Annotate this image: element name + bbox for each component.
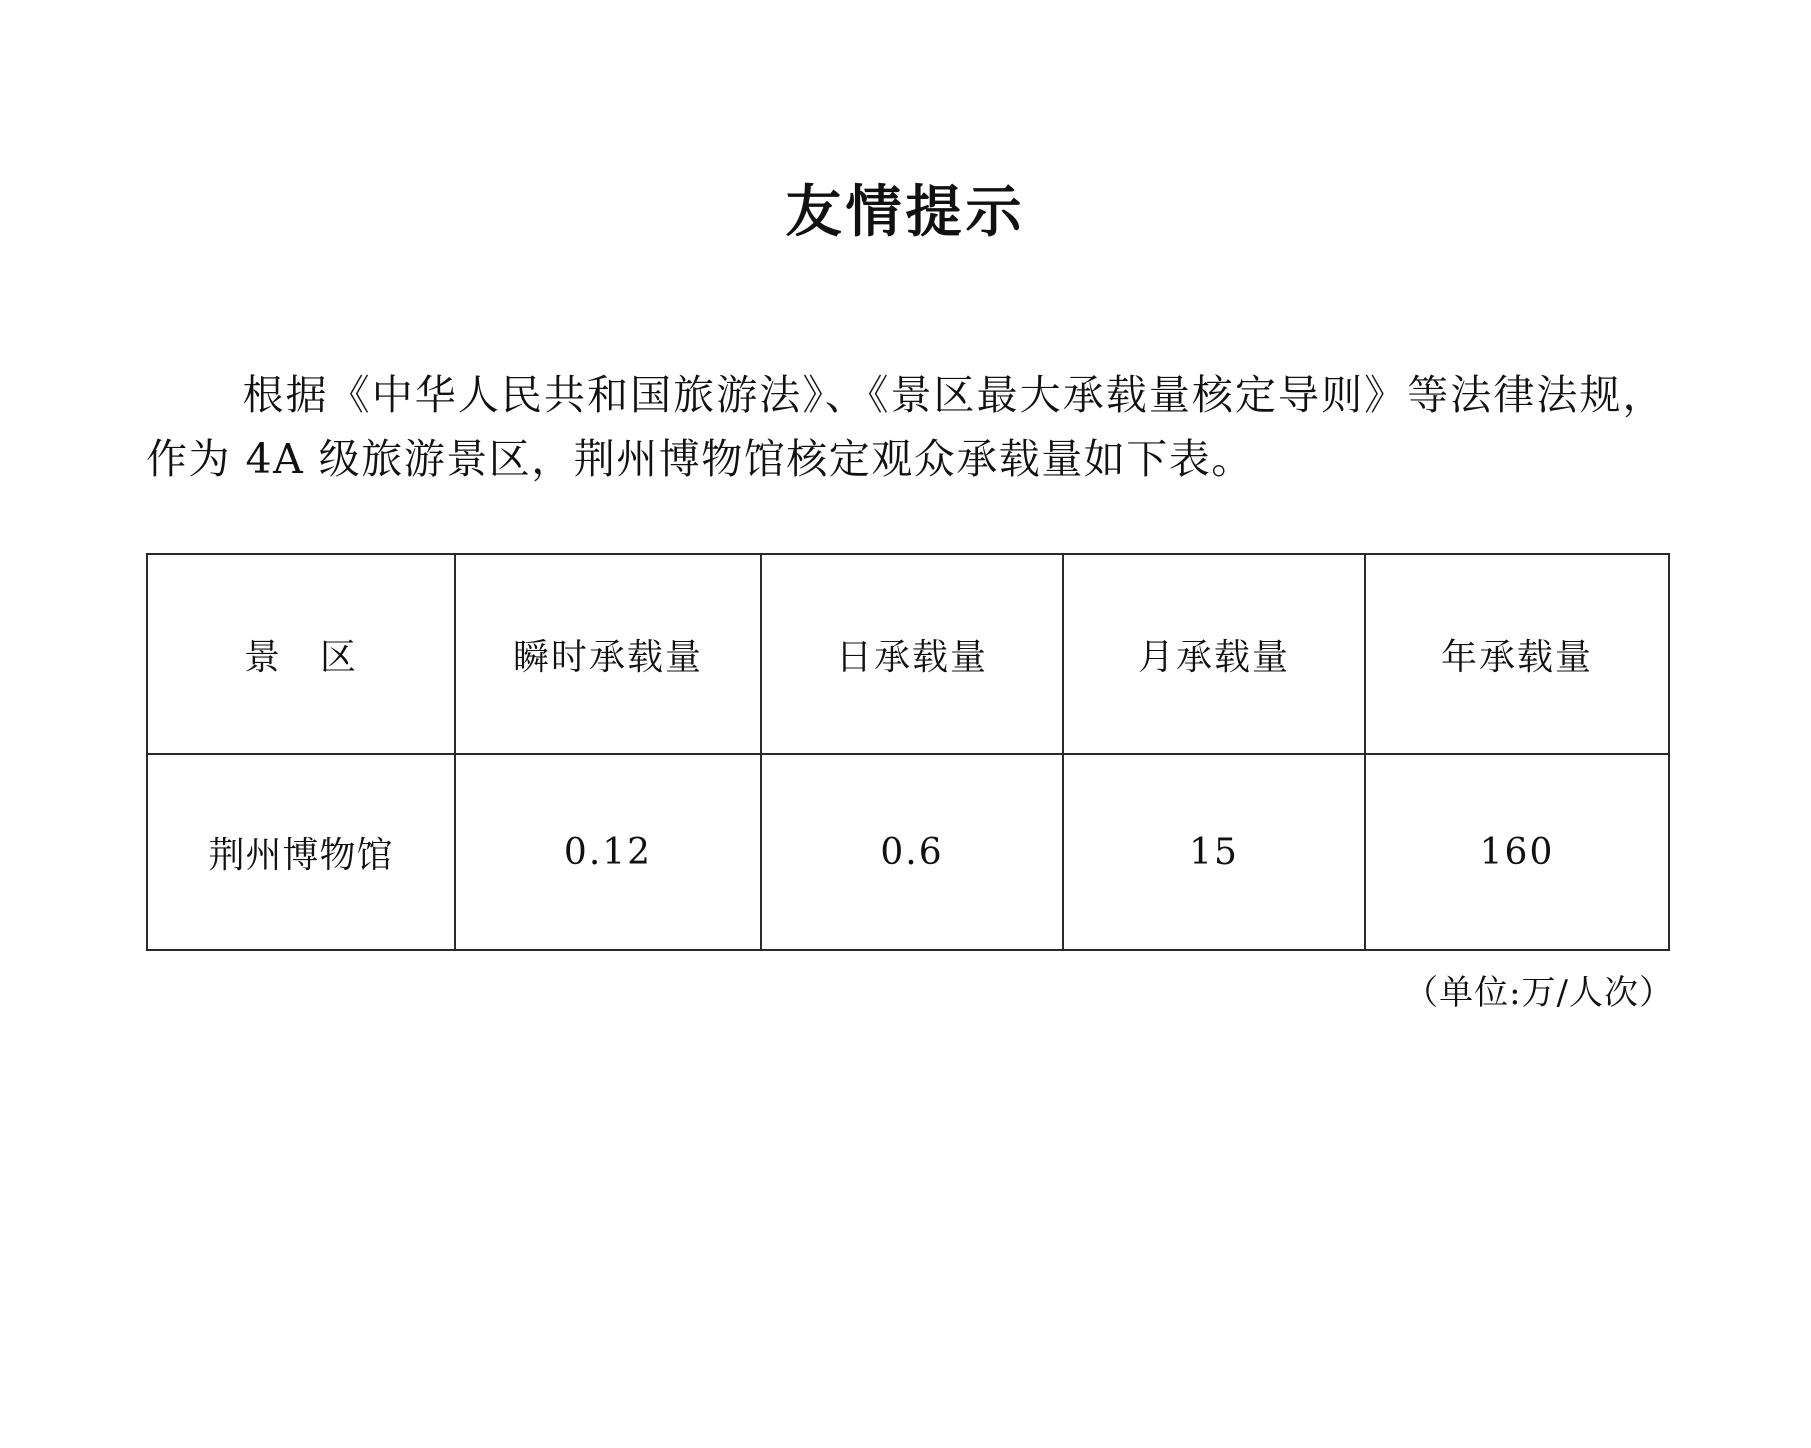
capacity-table: [146, 553, 1670, 951]
cell-monthly-capacity: 15: [1063, 754, 1365, 950]
table-header: [147, 554, 1669, 754]
cell-scenic-area: 荆州博物馆: [147, 754, 455, 950]
column-header-monthly-capacity: 月承载量: [1063, 554, 1365, 754]
table-body: [147, 754, 1669, 950]
column-header-daily-capacity: 日承载量: [761, 554, 1063, 754]
page-title: 友情提示: [785, 179, 1026, 245]
document-page: [0, 168, 1811, 1448]
table-header-row: [147, 554, 1669, 754]
unit-note: （单位:万/人次）: [1404, 973, 1674, 1014]
cell-yearly-capacity: 160: [1365, 754, 1669, 950]
cell-instant-capacity: 0.12: [455, 754, 761, 950]
column-header-yearly-capacity: 年承载量: [1365, 554, 1669, 754]
paragraph-text: 根据《中华人民共和国旅游法》、《景区最大承载量核定导则》等法律法规，作为 4A 级旅游景区，荆州博物馆核定观众承载量如下表。: [146, 371, 1665, 483]
column-header-instant-capacity: 瞬时承载量: [455, 554, 761, 754]
cell-daily-capacity: 0.6: [761, 754, 1063, 950]
table-row: [147, 754, 1669, 950]
capacity-table-wrapper: [140, 553, 1674, 1014]
body-paragraph: [140, 364, 1671, 491]
column-header-scenic-area: 景 区: [147, 554, 455, 754]
